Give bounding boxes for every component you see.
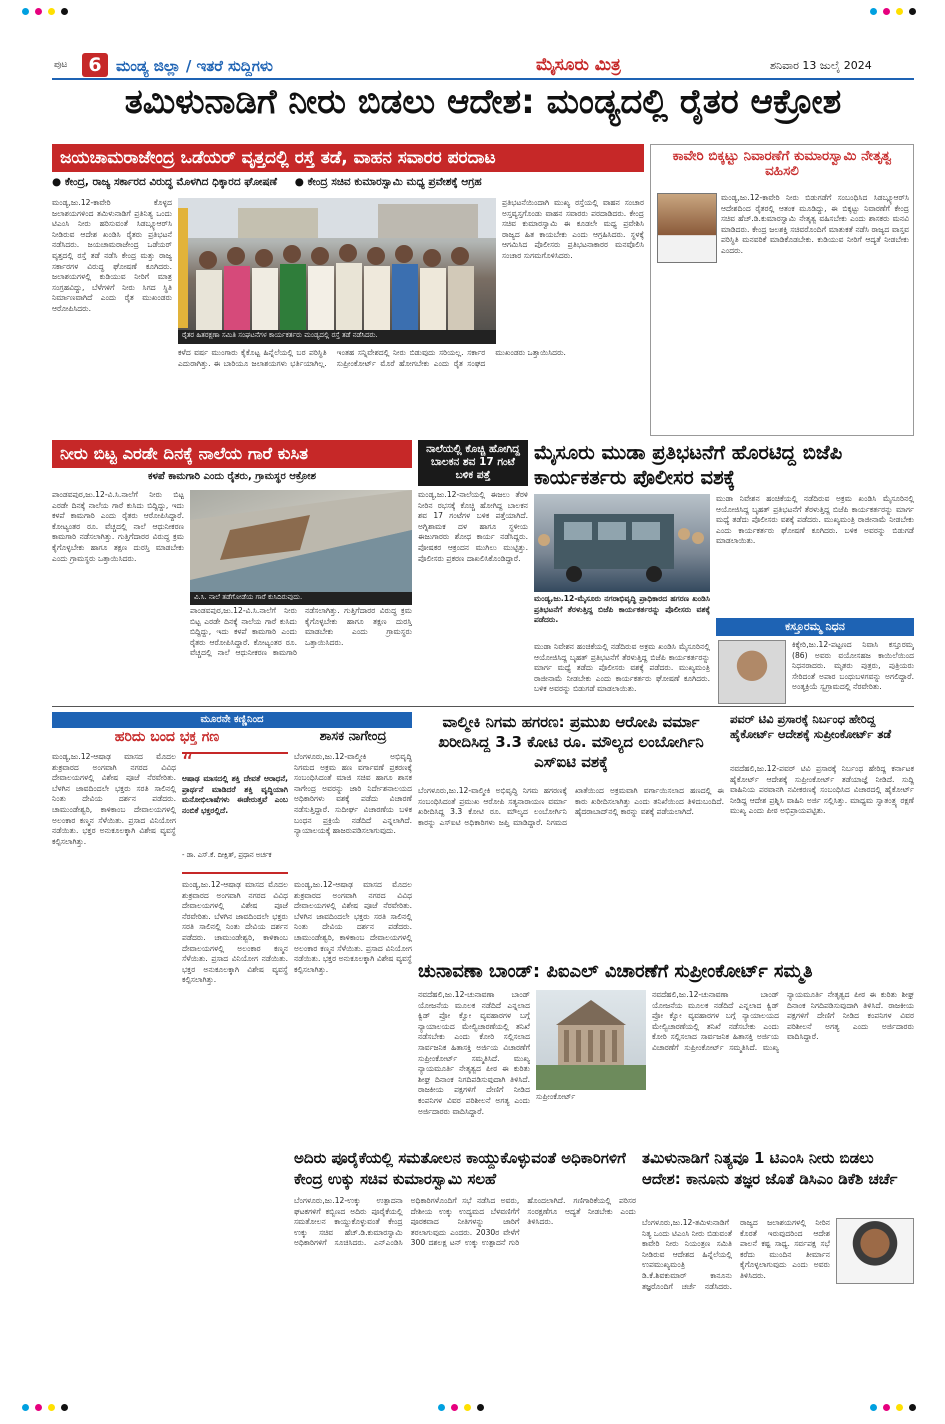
- kumaraswamy-photo: [657, 193, 717, 263]
- canal-photo-caption: ವಿ.ಸಿ. ನಾಲೆ ತಡೆಗೋಡೆಯ ಗಾರೆ ಕುಸಿದಿರುವುದು.: [190, 592, 412, 605]
- muda-body-b: ಮುಡಾ ನಿವೇಶನ ಹಂಚಿಕೆಯಲ್ಲಿ ನಡೆದಿರುವ ಅಕ್ರಮ ಖಂಡಿಸಿ ಮೈಸೂರಿನಲ್ಲಿ ಆಯೋಜಿಸಿದ್ದ ಬೃಹತ್ ಪ್ರತಿಭಟನೆಗೆ ತೆರಳುತ್ತಿದ್ದ ಬಿಜೆಪಿ ಕಾರ್ಯಕರ್ತರನ್ನು ಮಾರ್ಗ ಮಧ್ಯೆ ತಡೆದು ಪೊಲೀಸರು ವಶಕ್ಕೆ ಪಡೆದರು. ಮುಖ್ಯಮಂತ್ರಿ ರಾಜೀನಾಮೆ ನೀಡಬೇಕು ಎಂದು ಕಾರ್ಯಕರ್ತರು ಘೋಷಣೆ ಕೂಗಿದರು. ಬಳಿಕ ಅವರನ್ನು ಬಿಡುಗಡೆ ಮಾಡಲಾಯಿತು.: [716, 494, 914, 546]
- edition-date: ಶನಿವಾರ 13 ಜುಲೈ 2024: [770, 59, 872, 72]
- column-headline: ಹರಿದು ಬಂದ ಭಕ್ತ ಗಣ: [114, 729, 220, 745]
- dks-headline: ತಮಿಳುನಾಡಿಗೆ ನಿತ್ಯವೂ 1 ಟಿಎಂಸಿ ನೀರು ಬಿಡಲು ಆದೇಶ: ಕಾನೂನು ತಜ್ಞರ ಜೊತೆ ಡಿಸಿಎಂ ಡಿಕೆಶಿ ಚರ್ಚೆ: [642, 1149, 898, 1188]
- bullet-2: ● ಕೇಂದ್ರ ಸಚಿವ ಕುಮಾರಸ್ವಾಮಿ ಮಧ್ಯ ಪ್ರವೇಶಕ್ಕೆ ಆಗ್ರಹ: [294, 176, 482, 188]
- registration-marks-top: [22, 8, 68, 15]
- police-van-illustration: [534, 494, 710, 592]
- column-label: ಮೂರನೇ ಕಣ್ಣಿನಿಂದ: [52, 712, 412, 728]
- page-label: ಪುಟ: [54, 60, 68, 70]
- registration-marks-bottom-right: [870, 1404, 916, 1411]
- obituary-photo: [718, 640, 786, 704]
- mla-body: ಬೆಂಗಳೂರು,ಜು.12-ವಾಲ್ಮೀಕಿ ಅಭಿವೃದ್ಧಿ ನಿಗಮದ ಅಕ್ರಮ ಹಣ ವರ್ಗಾವಣೆ ಪ್ರಕರಣಕ್ಕೆ ಸಂಬಂಧಿಸಿದಂತೆ ಮಾಜಿ ಸಚಿವ ಹಾಗೂ ಶಾಸಕ ನಾಗೇಂದ್ರ ಅವರನ್ನು ಜಾರಿ ನಿರ್ದೇಶನಾಲಯದ ಅಧಿಕಾರಿಗಳು ವಶಕ್ಕೆ ಪಡೆದು ವಿಚಾರಣೆ ನಡೆಸುತ್ತಿದ್ದಾರೆ. ಸುದೀರ್ಘ ವಿಚಾರಣೆಯ ಬಳಿಕ ಬಂಧನ ಪ್ರಕ್ರಿಯೆ ನಡೆದಿದೆ ಎನ್ನಲಾಗಿದೆ. ನ್ಯಾಯಾಲಯಕ್ಕೆ ಹಾಜರುಪಡಿಸಲಾಗುವುದು.: [294, 752, 412, 836]
- canal-body-a: ಪಾಂಡವಪುರ,ಜು.12-ವಿ.ಸಿ.ನಾಲೆಗೆ ನೀರು ಬಿಟ್ಟ ಎರಡೇ ದಿನಕ್ಕೆ ನಾಲೆಯ ಗಾರೆ ಕುಸಿದು ಬಿದ್ದಿದ್ದು, ಇದು ಕಳಪೆ ಕಾಮಗಾರಿ ಎಂದು ರೈತರು ಆರೋಪಿಸಿದ್ದಾರೆ. ಕೋಟ್ಯಂತರ ರೂ. ವೆಚ್ಚದಲ್ಲಿ ನಾಲೆ ಆಧುನೀಕರಣ ಕಾಮಗಾರಿ ನಡೆಸಲಾಗಿತ್ತು. ಗುತ್ತಿಗೆದಾರರ ವಿರುದ್ಧ ಕ್ರಮ ಕೈಗೊಳ್ಳಬೇಕು ಹಾಗೂ ತಕ್ಷಣ ದುರಸ್ತಿ ಮಾಡಬೇಕು ಎಂದು ಗ್ರಾಮಸ್ಥರು ಒತ್ತಾಯಿಸಿದರು.: [52, 490, 184, 563]
- powertv-body: ನವದೆಹಲಿ,ಜು.12-ಪವರ್ ಟಿವಿ ಪ್ರಸಾರಕ್ಕೆ ನಿರ್ಬಂಧ ಹೇರಿದ್ದ ಕರ್ನಾಟಕ ಹೈಕೋರ್ಟ್ ಆದೇಶಕ್ಕೆ ಸುಪ್ರೀಂಕೋರ್ಟ್ ತಡೆಯಾಜ್ಞೆ ನೀಡಿದೆ. ಸುದ್ದಿ ವಾಹಿನಿಯ ಪರವಾನಗಿ ನವೀಕರಣಕ್ಕೆ ಸಂಬಂಧಿಸಿದ ವಿಚಾರದಲ್ಲಿ ಹೈಕೋರ್ಟ್ ನೀಡಿದ್ದ ಆದೇಶ ಪ್ರಶ್ನಿಸಿ ವಾಹಿನಿ ಅರ್ಜಿ ಸಲ್ಲಿಸಿತ್ತು. ಮಾಧ್ಯಮ ಸ್ವಾತಂತ್ರ್ಯ ರಕ್ಷಣೆ ಮುಖ್ಯ ಎಂದು ಪೀಠ ಅಭಿಪ್ರಾಯಪಟ್ಟಿತು.: [730, 764, 914, 816]
- drowning-body: ಮಂಡ್ಯ,ಜು.12-ನಾಲೆಯಲ್ಲಿ ಈಜಲು ತೆರಳಿ ನೀರಿನ ರಭಸಕ್ಕೆ ಕೊಚ್ಚಿ ಹೋಗಿದ್ದ ಬಾಲಕನ ಶವ 17 ಗಂಟೆಗಳ ಬಳಿಕ ಪತ್ತೆಯಾಗಿದೆ. ಅಗ್ನಿಶಾಮಕ ದಳ ಹಾಗೂ ಸ್ಥಳೀಯ ಈಜುಗಾರರು ಶೋಧ ಕಾರ್ಯ ನಡೆಸಿದ್ದರು. ಪೋಷಕರ ಆಕ್ರಂದನ ಮುಗಿಲು ಮುಟ್ಟಿತ್ತು. ಪೊಲೀಸರು ಪ್ರಕರಣ ದಾಖಲಿಸಿಕೊಂಡಿದ್ದಾರೆ.: [418, 490, 528, 563]
- paper-logo: ಮೈಸೂರು ಮಿತ್ರ: [536, 55, 621, 75]
- lead-headline: ತಮಿಳುನಾಡಿಗೆ ನೀರು ಬಿಡಲು ಆದೇಶ: ಮಂಡ್ಯದಲ್ಲಿ ರೈತರ ಆಕ್ರೋಶ: [124, 82, 842, 122]
- muda-photo: [534, 494, 710, 592]
- muda-photo-caption: ಮಂಡ್ಯ,ಜು.12-ಮೈಸೂರು ನಗರಾಭಿವೃದ್ಧಿ ಪ್ರಾಧಿಕಾರದ ಹಗರಣ ಖಂಡಿಸಿ ಪ್ರತಿಭಟನೆಗೆ ತೆರಳುತ್ತಿದ್ದ ಬಿಜೆಪಿ ಕಾರ್ಯಕರ್ತರನ್ನು ಪೊಲೀಸರು ವಶಕ್ಕೆ ಪಡೆದರು.: [534, 594, 710, 625]
- lead-photo: [178, 198, 496, 344]
- lead-body-c: ಕಳೆದ ವರ್ಷ ಮುಂಗಾರು ಕೈಕೊಟ್ಟ ಹಿನ್ನೆಲೆಯಲ್ಲಿ ಬರ ಪರಿಸ್ಥಿತಿ ಎದುರಾಗಿತ್ತು. ಈ ಬಾರಿಯೂ ಜಲಾಶಯಗಳು ಭರ್ತಿಯಾಗಿಲ್ಲ. ಇಂತಹ ಸನ್ನಿವೇಶದಲ್ಲಿ ನೀರು ಬಿಡುವುದು ಸರಿಯಲ್ಲ. ಸರ್ಕಾರ ಸುಪ್ರೀಂಕೋರ್ಟ್ ಮೊರೆ ಹೋಗಬೇಕು ಎಂದು ರೈತ ಸಂಘದ ಮುಖಂಡರು ಒತ್ತಾಯಿಸಿದರು.: [178, 348, 566, 368]
- drowning-header: [418, 440, 528, 486]
- hdk-headline: ಅದಿರು ಪೂರೈಕೆಯಲ್ಲಿ ಸಮತೋಲನ ಕಾಯ್ದುಕೊಳ್ಳುವಂತೆ ಅಧಿಕಾರಿಗಳಿಗೆ ಕೇಂದ್ರ ಉಕ್ಕು ಸಚಿವ ಕುಮಾರಸ್ವಾಮಿ ಸಲಹೆ: [294, 1149, 626, 1188]
- quote-mark-icon: “: [182, 751, 194, 776]
- valmiki-headline: ವಾಲ್ಮೀಕಿ ನಿಗಮ ಹಗರಣ: ಪ್ರಮುಖ ಆರೋಪಿ ವರ್ಮಾ ಖರೀದಿಸಿದ್ದ 3.3 ಕೋಟಿ ರೂ. ಮೌಲ್ಯದ ಲಂಬೋರ್ಗಿನಿ ಎಸ್‌ಐಟಿ ವಶಕ್ಕೆ: [438, 713, 704, 771]
- bond-body-a: ನವದೆಹಲಿ,ಜು.12-ಚುನಾವಣಾ ಬಾಂಡ್ ಯೋಜನೆಯ ಮೂಲಕ ನಡೆದಿದೆ ಎನ್ನಲಾದ ಕ್ವಿಡ್ ಪ್ರೋ ಕ್ವೋ ವ್ಯವಹಾರಗಳ ಬಗ್ಗೆ ನ್ಯಾಯಾಲಯದ ಮೇಲ್ವಿಚಾರಣೆಯಲ್ಲಿ ತನಿಖೆ ನಡೆಸಬೇಕು ಎಂದು ಕೋರಿ ಸಲ್ಲಿಸಲಾದ ಸಾರ್ವಜನಿಕ ಹಿತಾಸಕ್ತಿ ಅರ್ಜಿಯ ವಿಚಾರಣೆಗೆ ಸುಪ್ರೀಂಕೋರ್ಟ್ ಸಮ್ಮತಿಸಿದೆ. ಮುಖ್ಯ ನ್ಯಾಯಮೂರ್ತಿ ನೇತೃತ್ವದ ಪೀಠ ಈ ಕುರಿತು ಶೀಘ್ರ ದಿನಾಂಕ ನಿಗದಿಪಡಿಸುವುದಾಗಿ ತಿಳಿಸಿದೆ. ರಾಜಕೀಯ ಪಕ್ಷಗಳಿಗೆ ದೇಣಿಗೆ ನೀಡಿದ ಕಂಪನಿಗಳ ವಿವರ ಪರಿಶೀಲನೆ ಅಗತ್ಯ ಎಂದು ಅರ್ಜಿದಾರರು ವಾದಿಸಿದ್ದಾರೆ.: [418, 990, 530, 1116]
- protest-crowd-illustration: [178, 198, 496, 344]
- canal-photo: [190, 490, 412, 600]
- supreme-court-illustration: [536, 990, 646, 1090]
- section-divider: [52, 706, 914, 707]
- bond-headline: ಚುನಾವಣಾ ಬಾಂಡ್: ಪಿಐಎಲ್ ವಿಚಾರಣೆಗೆ ಸುಪ್ರೀಂಕೋರ್ಟ್ ಸಮ್ಮತಿ: [418, 961, 813, 982]
- column-quote-box: [182, 752, 288, 874]
- column-body-a: ಮಂಡ್ಯ,ಜು.12-ಆಷಾಢ ಮಾಸದ ಮೊದಲ ಶುಕ್ರವಾರದ ಅಂಗವಾಗಿ ನಗರದ ವಿವಿಧ ದೇವಾಲಯಗಳಲ್ಲಿ ವಿಶೇಷ ಪೂಜೆ ನೆರವೇರಿತು. ಬೆಳಗಿನ ಜಾವದಿಂದಲೇ ಭಕ್ತರು ಸರತಿ ಸಾಲಿನಲ್ಲಿ ನಿಂತು ದೇವಿಯ ದರ್ಶನ ಪಡೆದರು. ಚಾಮುಂಡೇಶ್ವರಿ, ಕಾಳಿಕಾಂಬ ದೇವಾಲಯಗಳಲ್ಲಿ ಅಲಂಕಾರ ಕಣ್ಮನ ಸೆಳೆಯಿತು. ಪ್ರಸಾದ ವಿನಿಯೋಗ ನಡೆಯಿತು. ಭಕ್ತರ ಅನುಕೂಲಕ್ಕಾಗಿ ವಿಶೇಷ ವ್ಯವಸ್ಥೆ ಕಲ್ಪಿಸಲಾಗಿತ್ತು.: [52, 752, 176, 846]
- registration-marks-top-right: [870, 8, 916, 15]
- masthead: [52, 52, 914, 80]
- section-title: ಮಂಡ್ಯ ಜಿಲ್ಲಾ / ಇತರೆ ಸುದ್ದಿಗಳು: [116, 57, 273, 75]
- muda-headline: ಮೈಸೂರು ಮುಡಾ ಪ್ರತಿಭಟನೆಗೆ ಹೊರಟಿದ್ದ ಬಿಜೆಪಿ ಕಾರ್ಯಕರ್ತರು ಪೊಲೀಸರ ವಶಕ್ಕೆ: [534, 441, 843, 489]
- bond-photo-caption: ಸುಪ್ರೀಂಕೋರ್ಟ್: [536, 1092, 576, 1101]
- kumaraswamy-body: ಮಂಡ್ಯ,ಜು.12-ಕಾವೇರಿ ನೀರು ಬಿಡುಗಡೆಗೆ ಸಂಬಂಧಿಸಿದ ಸಿಡಬ್ಲ್ಯೂಆರ್‌ಸಿ ಆದೇಶದಿಂದ ರೈತರಲ್ಲಿ ಆತಂಕ ಮೂಡಿದ್ದು, ಈ ಬಿಕ್ಕಟ್ಟು ನಿವಾರಣೆಗೆ ಕೇಂದ್ರ ಸಚಿವ ಹೆಚ್.ಡಿ.ಕುಮಾರಸ್ವಾಮಿ ನೇತೃತ್ವ ವಹಿಸಬೇಕು ಎಂದು ಶಾಸಕರು ಮನವಿ ಮಾಡಿದರು. ಕೇಂದ್ರ ಜಲಶಕ್ತಿ ಸಚಿವರೊಂದಿಗೆ ಮಾತುಕತೆ ನಡೆಸಿ ರಾಜ್ಯದ ವಾಸ್ತವ ಪರಿಸ್ಥಿತಿ ಮನವರಿಕೆ ಮಾಡಿಕೊಡಬೇಕು. ಕುಡಿಯುವ ನೀರಿಗೆ ಆದ್ಯತೆ ನೀಡಬೇಕು ಎಂದರು.: [721, 193, 909, 255]
- column-body-c: ಮಂಡ್ಯ,ಜು.12-ಆಷಾಢ ಮಾಸದ ಮೊದಲ ಶುಕ್ರವಾರದ ಅಂಗವಾಗಿ ನಗರದ ವಿವಿಧ ದೇವಾಲಯಗಳಲ್ಲಿ ವಿಶೇಷ ಪೂಜೆ ನೆರವೇರಿತು. ಬೆಳಗಿನ ಜಾವದಿಂದಲೇ ಭಕ್ತರು ಸರತಿ ಸಾಲಿನಲ್ಲಿ ನಿಂತು ದೇವಿಯ ದರ್ಶನ ಪಡೆದರು. ಚಾಮುಂಡೇಶ್ವರಿ, ಕಾಳಿಕಾಂಬ ದೇವಾಲಯಗಳಲ್ಲಿ ಅಲಂಕಾರ ಕಣ್ಮನ ಸೆಳೆಯಿತು. ಪ್ರಸಾದ ವಿನಿಯೋಗ ನಡೆಯಿತು. ಭಕ್ತರ ಅನುಕೂಲಕ್ಕಾಗಿ ವಿಶೇಷ ವ್ಯವಸ್ಥೆ ಕಲ್ಪಿಸಲಾಗಿತ್ತು.: [294, 880, 412, 974]
- obituary-body: ಕಿಕ್ಕೇರಿ,ಜು.12-ಪಟ್ಟಣದ ನಿವಾಸಿ ಕಸ್ತೂರಮ್ಮ (86) ಅವರು ವಯೋಸಹಜ ಕಾಯಿಲೆಯಿಂದ ನಿಧನರಾದರು. ಮೃತರು ಪುತ್ರರು, ಪುತ್ರಿಯರು ಸೇರಿದಂತೆ ಅಪಾರ ಬಂಧುಬಳಗವನ್ನು ಅಗಲಿದ್ದಾರೆ. ಅಂತ್ಯಕ್ರಿಯೆ ಸ್ವಗ್ರಾಮದಲ್ಲಿ ನೆರವೇರಿತು.: [792, 640, 914, 692]
- kumaraswamy-box: [650, 144, 914, 436]
- lead-subhead: ಜಯಚಾಮರಾಜೇಂದ್ರ ಒಡೆಯರ್ ವೃತ್ತದಲ್ಲಿ ರಸ್ತೆ ತಡೆ, ವಾಹನ ಸವಾರರ ಪರದಾಟ: [52, 144, 644, 172]
- column-quote-author: - ಡಾ. ಎಸ್.ಕೆ. ದೀಕ್ಷಿತ್, ಪ್ರಧಾನ ಅರ್ಚಕ: [182, 851, 272, 859]
- dks-body: ಬೆಂಗಳೂರು,ಜು.12-ತಮಿಳುನಾಡಿಗೆ ನಿತ್ಯ ಒಂದು ಟಿಎಂಸಿ ನೀರು ಬಿಡುವಂತೆ ಕಾವೇರಿ ನೀರು ನಿಯಂತ್ರಣ ಸಮಿತಿ ನೀಡಿರುವ ಆದೇಶದ ಹಿನ್ನೆಲೆಯಲ್ಲಿ ಉಪಮುಖ್ಯಮಂತ್ರಿ ಡಿ.ಕೆ.ಶಿವಕುಮಾರ್ ಕಾನೂನು ತಜ್ಞರೊಂದಿಗೆ ಚರ್ಚೆ ನಡೆಸಿದರು. ರಾಜ್ಯದ ಜಲಾಶಯಗಳಲ್ಲಿ ನೀರಿನ ಕೊರತೆ ಇರುವುದರಿಂದ ಆದೇಶ ಪಾಲನೆ ಕಷ್ಟ ಸಾಧ್ಯ. ಸರ್ವಪಕ್ಷ ಸಭೆ ಕರೆದು ಮುಂದಿನ ತೀರ್ಮಾನ ಕೈಗೊಳ್ಳಲಾಗುವುದು ಎಂದು ಅವರು ತಿಳಿಸಿದರು.: [642, 1218, 830, 1291]
- canal-headline: ನೀರು ಬಿಟ್ಟ ಎರಡೇ ದಿನಕ್ಕೆ ನಾಲೆಯ ಗಾರೆ ಕುಸಿತ: [52, 440, 412, 468]
- bond-photo: [536, 990, 646, 1090]
- dks-photo: [836, 1218, 914, 1284]
- kumaraswamy-headline: ಕಾವೇರಿ ಬಿಕ್ಕಟ್ಟು ನಿವಾರಣೆಗೆ ಕುಮಾರಸ್ವಾಮಿ ನೇತೃತ್ವ ವಹಿಸಲಿ: [672, 148, 892, 179]
- canal-wall-illustration: [190, 490, 412, 600]
- lead-photo-caption: ರೈತರ ಹಿತರಕ್ಷಣಾ ಸಮಿತಿ ಸಂಘಟನೆಗಳ ಕಾರ್ಯಕರ್ತರು ಮಂಡ್ಯದಲ್ಲಿ ರಸ್ತೆ ತಡೆ ನಡೆಸಿದರು.: [178, 330, 496, 344]
- bond-body-b: ನವದೆಹಲಿ,ಜು.12-ಚುನಾವಣಾ ಬಾಂಡ್ ಯೋಜನೆಯ ಮೂಲಕ ನಡೆದಿದೆ ಎನ್ನಲಾದ ಕ್ವಿಡ್ ಪ್ರೋ ಕ್ವೋ ವ್ಯವಹಾರಗಳ ಬಗ್ಗೆ ನ್ಯಾಯಾಲಯದ ಮೇಲ್ವಿಚಾರಣೆಯಲ್ಲಿ ತನಿಖೆ ನಡೆಸಬೇಕು ಎಂದು ಕೋರಿ ಸಲ್ಲಿಸಲಾದ ಸಾರ್ವಜನಿಕ ಹಿತಾಸಕ್ತಿ ಅರ್ಜಿಯ ವಿಚಾರಣೆಗೆ ಸುಪ್ರೀಂಕೋರ್ಟ್ ಸಮ್ಮತಿಸಿದೆ. ಮುಖ್ಯ ನ್ಯಾಯಮೂರ್ತಿ ನೇತೃತ್ವದ ಪೀಠ ಈ ಕುರಿತು ಶೀಘ್ರ ದಿನಾಂಕ ನಿಗದಿಪಡಿಸುವುದಾಗಿ ತಿಳಿಸಿದೆ. ರಾಜಕೀಯ ಪಕ್ಷಗಳಿಗೆ ದೇಣಿಗೆ ನೀಡಿದ ಕಂಪನಿಗಳ ವಿವರ ಪರಿಶೀಲನೆ ಅಗತ್ಯ ಎಂದು ಅರ್ಜಿದಾರರು ವಾದಿಸಿದ್ದಾರೆ.: [652, 990, 914, 1052]
- lead-body-b: ಪ್ರತಿಭಟನೆಯಿಂದಾಗಿ ಮುಖ್ಯ ರಸ್ತೆಯಲ್ಲಿ ವಾಹನ ಸಂಚಾರ ಅಸ್ತವ್ಯಸ್ತಗೊಂಡು ವಾಹನ ಸವಾರರು ಪರದಾಡಿದರು. ಕೇಂದ್ರ ಸಚಿವ ಕುಮಾರಸ್ವಾಮಿ ಈ ಕೂಡಲೇ ಮಧ್ಯ ಪ್ರವೇಶಿಸಿ ರಾಜ್ಯದ ಹಿತ ಕಾಯಬೇಕು ಎಂದು ಆಗ್ರಹಿಸಿದರು. ಸ್ಥಳಕ್ಕೆ ಆಗಮಿಸಿದ ಪೊಲೀಸರು ಪ್ರತಿಭಟನಾಕಾರರ ಮನವೊಲಿಸಿ ಸಂಚಾರ ಸುಗಮಗೊಳಿಸಿದರು.: [502, 198, 644, 260]
- column-body-b: ಮಂಡ್ಯ,ಜು.12-ಆಷಾಢ ಮಾಸದ ಮೊದಲ ಶುಕ್ರವಾರದ ಅಂಗವಾಗಿ ನಗರದ ವಿವಿಧ ದೇವಾಲಯಗಳಲ್ಲಿ ವಿಶೇಷ ಪೂಜೆ ನೆರವೇರಿತು. ಬೆಳಗಿನ ಜಾವದಿಂದಲೇ ಭಕ್ತರು ಸರತಿ ಸಾಲಿನಲ್ಲಿ ನಿಂತು ದೇವಿಯ ದರ್ಶನ ಪಡೆದರು. ಚಾಮುಂಡೇಶ್ವರಿ, ಕಾಳಿಕಾಂಬ ದೇವಾಲಯಗಳಲ್ಲಿ ಅಲಂಕಾರ ಕಣ್ಮನ ಸೆಳೆಯಿತು. ಪ್ರಸಾದ ವಿನಿಯೋಗ ನಡೆಯಿತು. ಭಕ್ತರ ಅನುಕೂಲಕ್ಕಾಗಿ ವಿಶೇಷ ವ್ಯವಸ್ಥೆ ಕಲ್ಪಿಸಲಾಗಿತ್ತು.: [182, 880, 288, 985]
- valmiki-body: ಬೆಂಗಳೂರು,ಜು.12-ವಾಲ್ಮೀಕಿ ಅಭಿವೃದ್ಧಿ ನಿಗಮ ಹಗರಣಕ್ಕೆ ಸಂಬಂಧಿಸಿದಂತೆ ಪ್ರಮುಖ ಆರೋಪಿ ಸತ್ಯನಾರಾಯಣ ವರ್ಮಾ ಖರೀದಿಸಿದ್ದ 3.3 ಕೋಟಿ ರೂ. ಮೌಲ್ಯದ ಲಂಬೋರ್ಗಿನಿ ಕಾರನ್ನು ಎಸ್‌ಐಟಿ ಅಧಿಕಾರಿಗಳು ಜಪ್ತಿ ಮಾಡಿದ್ದಾರೆ. ನಿಗಮದ ಖಾತೆಯಿಂದ ಅಕ್ರಮವಾಗಿ ವರ್ಗಾಯಿಸಲಾದ ಹಣದಲ್ಲಿ ಈ ಕಾರು ಖರೀದಿಸಲಾಗಿತ್ತು ಎಂದು ತನಿಖೆಯಿಂದ ತಿಳಿದುಬಂದಿದೆ. ಹೈದರಾಬಾದ್‌ನಲ್ಲಿ ಕಾರನ್ನು ವಶಕ್ಕೆ ಪಡೆಯಲಾಗಿದೆ.: [418, 786, 724, 827]
- powertv-headline: ಪವರ್ ಟಿವಿ ಪ್ರಸಾರಕ್ಕೆ ನಿರ್ಬಂಧ ಹೇರಿದ್ದ ಹೈಕೋರ್ಟ್ ಆದೇಶಕ್ಕೆ ಸುಪ್ರೀಂಕೋರ್ಟ್ ತಡೆ: [730, 712, 892, 741]
- hdk-body: ಬೆಂಗಳೂರು,ಜು.12-ಉಕ್ಕು ಉತ್ಪಾದನಾ ಘಟಕಗಳಿಗೆ ಕಬ್ಬಿಣದ ಅದಿರು ಪೂರೈಕೆಯಲ್ಲಿ ಸಮತೋಲನ ಕಾಯ್ದುಕೊಳ್ಳುವಂತೆ ಕೇಂದ್ರ ಉಕ್ಕು ಸಚಿವ ಹೆಚ್.ಡಿ.ಕುಮಾರಸ್ವಾಮಿ ಅಧಿಕಾರಿಗಳಿಗೆ ಸೂಚಿಸಿದರು. ಎನ್‌ಎಂಡಿಸಿ ಅಧಿಕಾರಿಗಳೊಂದಿಗೆ ಸಭೆ ನಡೆಸಿದ ಅವರು, ದೇಶೀಯ ಉಕ್ಕು ಉದ್ಯಮದ ಬೆಳವಣಿಗೆಗೆ ಪೂರಕವಾದ ನೀತಿಗಳನ್ನು ಜಾರಿಗೆ ತರಲಾಗುವುದು ಎಂದರು. 2030ರ ವೇಳೆಗೆ 300 ದಶಲಕ್ಷ ಟನ್ ಉಕ್ಕು ಉತ್ಪಾದನೆ ಗುರಿ ಹೊಂದಲಾಗಿದೆ. ಗಣಿಗಾರಿಕೆಯಲ್ಲಿ ಪರಿಸರ ಸಂರಕ್ಷಣೆಗೂ ಆದ್ಯತೆ ನೀಡಬೇಕು ಎಂದು ತಿಳಿಸಿದರು.: [294, 1196, 636, 1248]
- column-quote: ಆಷಾಢ ಮಾಸದಲ್ಲಿ ಶಕ್ತಿ ದೇವತೆ ಆರಾಧನೆ, ಪ್ರಾರ್ಥನೆ ಮಾಡಿದರೆ ಶಕ್ತಿ ವೃದ್ಧಿಯಾಗಿ ಮನೋಭಿಲಾಷೆಗಳು ಈಡೇರುತ್ತವೆ ಎಂಬ ನಂಬಿಕೆ ಭಕ್ತರಲ್ಲಿದೆ.: [182, 774, 288, 815]
- registration-marks-bottom-center: [438, 1404, 484, 1411]
- lead-body-a: ಮಂಡ್ಯ,ಜು.12-ಕಾವೇರಿ ಕೊಳ್ಳದ ಜಲಾಶಯಗಳಿಂದ ತಮಿಳುನಾಡಿಗೆ ಪ್ರತಿನಿತ್ಯ ಒಂದು ಟಿಎಂಸಿ ನೀರು ಹರಿಸುವಂತೆ ಸಿಡಬ್ಲ್ಯೂಆರ್‌ಸಿ ನೀಡಿರುವ ಆದೇಶ ಖಂಡಿಸಿ ರೈತರು ಪ್ರತಿಭಟನೆ ನಡೆಸಿದರು. ಜಯಚಾಮರಾಜೇಂದ್ರ ಒಡೆಯರ್ ವೃತ್ತದಲ್ಲಿ ರಸ್ತೆ ತಡೆ ನಡೆಸಿ ಕೇಂದ್ರ ಮತ್ತು ರಾಜ್ಯ ಸರ್ಕಾರಗಳ ವಿರುದ್ಧ ಘೋಷಣೆ ಕೂಗಿದರು. ಜಲಾಶಯಗಳಲ್ಲಿ ಕುಡಿಯುವ ನೀರಿಗೆ ಮಾತ್ರ ಸಂಗ್ರಹವಿದ್ದು, ಬೆಳೆಗಳಿಗೆ ನೀರು ಸಿಗದ ಸ್ಥಿತಿ ನಿರ್ಮಾಣವಾಗಿದೆ ಎಂದು ರೈತ ಮುಖಂಡರು ಆರೋಪಿಸಿದರು.: [52, 198, 172, 313]
- page-number: 6: [82, 53, 108, 77]
- bullet-1: ● ಕೇಂದ್ರ, ರಾಜ್ಯ ಸರ್ಕಾರದ ವಿರುದ್ಧ ಮೊಳಗಿದ ಧಿಕ್ಕಾರದ ಘೋಷಣೆ: [52, 176, 278, 188]
- registration-marks-bottom: [22, 1404, 68, 1411]
- drowning-headline: ನಾಲೆಯಲ್ಲಿ ಕೊಚ್ಚಿ ಹೋಗಿದ್ದ ಬಾಲಕನ ಶವ 17 ಗಂಟೆ ಬಳಿಕ ಪತ್ತೆ: [426, 443, 520, 481]
- lead-bullets: [52, 176, 644, 194]
- canal-body-b: ಪಾಂಡವಪುರ,ಜು.12-ವಿ.ಸಿ.ನಾಲೆಗೆ ನೀರು ಬಿಟ್ಟ ಎರಡೇ ದಿನಕ್ಕೆ ನಾಲೆಯ ಗಾರೆ ಕುಸಿದು ಬಿದ್ದಿದ್ದು, ಇದು ಕಳಪೆ ಕಾಮಗಾರಿ ಎಂದು ರೈತರು ಆರೋಪಿಸಿದ್ದಾರೆ. ಕೋಟ್ಯಂತರ ರೂ. ವೆಚ್ಚದಲ್ಲಿ ನಾಲೆ ಆಧುನೀಕರಣ ಕಾಮಗಾರಿ ನಡೆಸಲಾಗಿತ್ತು. ಗುತ್ತಿಗೆದಾರರ ವಿರುದ್ಧ ಕ್ರಮ ಕೈಗೊಳ್ಳಬೇಕು ಹಾಗೂ ತಕ್ಷಣ ದುರಸ್ತಿ ಮಾಡಬೇಕು ಎಂದು ಗ್ರಾಮಸ್ಥರು ಒತ್ತಾಯಿಸಿದರು.: [190, 606, 412, 658]
- obituary-title: ಕಸ್ತೂರಮ್ಮ ನಿಧನ: [716, 618, 914, 636]
- mla-headline: ಶಾಸಕ ನಾಗೇಂದ್ರ: [319, 729, 387, 744]
- muda-body-a: ಮುಡಾ ನಿವೇಶನ ಹಂಚಿಕೆಯಲ್ಲಿ ನಡೆದಿರುವ ಅಕ್ರಮ ಖಂಡಿಸಿ ಮೈಸೂರಿನಲ್ಲಿ ಆಯೋಜಿಸಿದ್ದ ಬೃಹತ್ ಪ್ರತಿಭಟನೆಗೆ ತೆರಳುತ್ತಿದ್ದ ಬಿಜೆಪಿ ಕಾರ್ಯಕರ್ತರನ್ನು ಮಾರ್ಗ ಮಧ್ಯೆ ತಡೆದು ಪೊಲೀಸರು ವಶಕ್ಕೆ ಪಡೆದರು. ಮುಖ್ಯಮಂತ್ರಿ ರಾಜೀನಾಮೆ ನೀಡಬೇಕು ಎಂದು ಕಾರ್ಯಕರ್ತರು ಘೋಷಣೆ ಕೂಗಿದರು. ಬಳಿಕ ಅವರನ್ನು ಬಿಡುಗಡೆ ಮಾಡಲಾಯಿತು.: [534, 642, 710, 694]
- canal-subhead: ಕಳಪೆ ಕಾಮಗಾರಿ ಎಂದು ರೈತರು, ಗ್ರಾಮಸ್ಥರ ಆಕ್ರೋಶ: [148, 471, 316, 482]
